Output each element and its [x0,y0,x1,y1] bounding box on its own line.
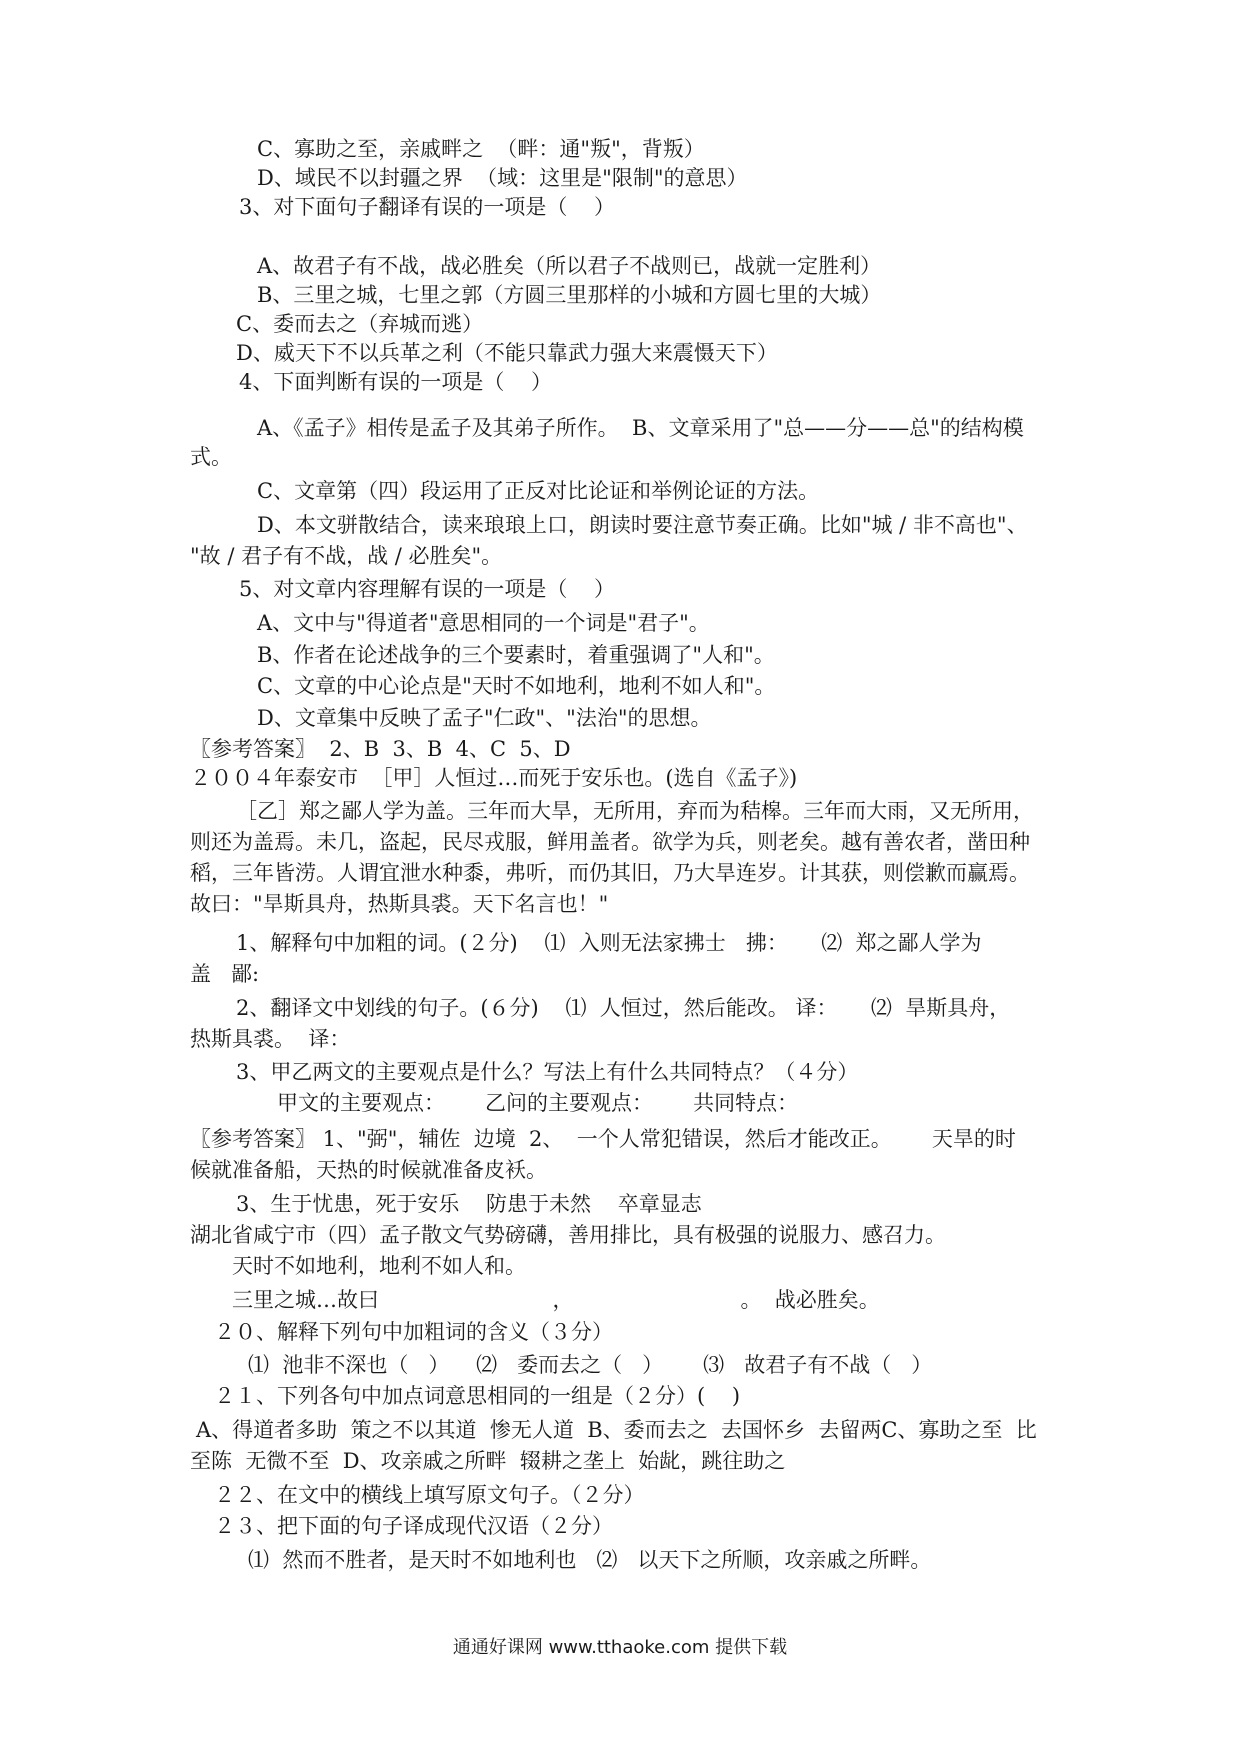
text-line: B、作者在论述战争的三个要素时，着重强调了"人和"。 [257,643,775,667]
text-line: A、故君子有不战，战必胜矣（所以君子不战则已，战就一定胜利） [257,254,882,278]
page-footer: 通通好课网 www.tthaoke.com 提供下载 [452,1637,788,1658]
text-line: C、委而去之（弃城而逃） [236,312,484,336]
text-line: ［乙］郑之鄙人学为盖。三年而大旱，无所用，弃而为秸槔。三年而大雨，又无所用， [236,799,1034,823]
text-line: 天时不如地利，地利不如人和。 [232,1254,526,1278]
text-line: 热斯具裘。 译： [190,1027,351,1051]
text-line: A、《孟子》相传是孟子及其弟子所作。 B、文章采用了"总——分——总"的结构模 [257,416,1024,440]
text-line: 3、对下面句子翻译有误的一项是（ ） [239,195,616,219]
text-line: 〖参考答案〗 1、"弼"，辅佐 边境 2、 一个人常犯错误，然后才能改正。 天旱的时 [190,1127,1016,1151]
text-line: 4、下面判断有误的一项是（ ） [239,370,553,394]
text-line: D、文章集中反映了孟子"仁政"、"法治"的思想。 [257,706,712,730]
text-line: "故 / 君子有不战，战 / 必胜矣"。 [190,544,503,568]
text-line: 3、甲乙两文的主要观点是什么？写法上有什么共同特点？（４分） [236,1060,859,1084]
text-line: B、三里之城，七里之郭（方圆三里那样的小城和方圆七里的大城） [257,283,882,307]
text-line: ２０、解释下列句中加粗词的含义（３分） [214,1320,613,1344]
text-line: 式。 [190,445,232,469]
text-line: 甲文的主要观点： 乙问的主要观点： 共同特点： [277,1091,799,1115]
text-line: D、本文骈散结合，读来琅琅上口，朗读时要注意节奏正确。比如"城 / 非不高也"、 [257,513,1028,537]
text-line: 至陈 无微不至 D、攻亲戚之所畔 辍耕之垄上 始龀，跳往助之 [190,1449,786,1473]
text-line: 3、生于忧患，死于安乐 防患于未然 卒章显志 [236,1192,702,1216]
text-line: C、文章的中心论点是"天时不如地利，地利不如人和"。 [257,674,776,698]
text-line: 〖参考答案〗 2、B 3、B 4、C 5、D [190,737,571,761]
text-line: 盖 鄙: [190,962,260,986]
text-line: 湖北省咸宁市（四）孟子散文气势磅礴，善用排比，具有极强的说服力、感召力。 [190,1223,946,1247]
text-line: ⑴ 池非不深也（ ） ⑵ 委而去之（ ） ⑶ 故君子有不战（ ） [248,1353,933,1377]
text-line: A、得道者多助 策之不以其道 惨无人道 B、委而去之 去国怀乡 去留两C、寡助之至 比 [196,1418,1037,1442]
text-line: 则还为盖焉。未几，盗起，民尽戎服，鲜用盖者。欲学为兵，则老矣。越有善农者，凿田种 [190,830,1030,854]
text-line: C、文章第（四）段运用了正反对比论证和举例论证的方法。 [257,479,820,503]
text-line: 稻，三年皆涝。人谓宜泄水种黍，弗听，而仍其旧，乃大旱连岁。计其获，则偿歉而赢焉。 [190,861,1030,885]
text-line: 2、翻译文中划线的句子。(６分) ⑴ 人恒过，然后能改。 译： ⑵ 旱斯具舟， [236,996,1011,1020]
text-line: 候就准备船，天热的时候就准备皮袄。 [190,1158,547,1182]
text-line: C、寡助之至，亲戚畔之 （畔：通"叛"，背叛） [257,137,705,161]
text-line: A、文中与"得道者"意思相同的一个词是"君子"。 [257,611,710,635]
text-line: 5、对文章内容理解有误的一项是（ ） [239,577,616,601]
text-line: ２１、下列各句中加点词意思相同的一组是（２分）( ) [214,1384,741,1408]
text-line: D、域民不以封疆之界 （域：这里是"限制"的意思） [257,166,748,190]
text-line: ２２、在文中的横线上填写原文句子。（２分） [214,1483,645,1507]
text-line: 三里之城…故曰 ， 。 战必胜矣。 [232,1288,880,1312]
text-line: D、威天下不以兵革之利（不能只靠武力强大来震慑天下） [236,341,778,365]
text-line: ２３、把下面的句子译成现代汉语（２分） [214,1514,613,1538]
text-line: 1、解释句中加粗的词。(２分) ⑴ 入则无法家拂士 拂： ⑵ 郑之鄙人学为 [236,931,982,955]
text-line: 故曰："旱斯具舟，热斯具裘。天下名言也！" [190,892,609,916]
text-line: ２００４年泰安市 ［甲］人恒过…而死于安乐也。(选自《孟子》) [190,766,798,790]
text-line: ⑴ 然而不胜者，是天时不如地利也 ⑵ 以天下之所顺，攻亲戚之所畔。 [248,1548,932,1572]
